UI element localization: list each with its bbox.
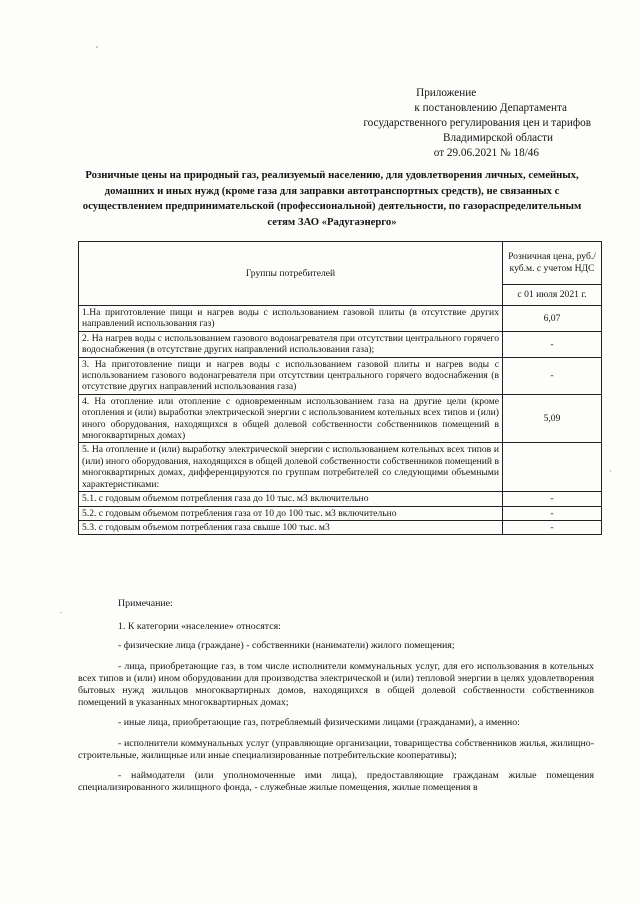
table-header-row <box>79 242 602 285</box>
row-group: 5.1. с годовым объемом потребления газа до 10 тыс. м3 включительно <box>79 492 503 506</box>
table-row <box>79 394 602 443</box>
row-value: - <box>503 520 602 534</box>
table-row <box>79 357 602 394</box>
row-group: 3. На приготовление пищи и нагрев воды с использованием газовой плиты и нагрев воды с использованием газового водонагревателя при отсутствии центрального горячего водоснабжения (в отсутствие других направлений использования газа) <box>79 357 503 394</box>
row-value: 5,09 <box>503 394 602 443</box>
notes-section <box>78 598 594 802</box>
scan-speck <box>60 612 62 613</box>
notes-heading: Примечание: <box>118 598 173 609</box>
header-consumer-groups: Группы потребителей <box>79 242 503 306</box>
table-row <box>79 520 602 534</box>
notes-paragraph: - исполнители коммунальных услуг (управляющие организации, товарищества собственников жилья, жилищно-строительные, жилищные или иные специализированные потребительские кооперативы); <box>78 737 594 761</box>
row-value <box>503 443 602 492</box>
appendix-line-1: Приложение <box>416 87 477 99</box>
appendix-line-3: государственного регулирования цен и тарифов <box>363 117 591 129</box>
row-group: 2. На нагрев воды с использованием газового водонагревателя при отсутствии центрального горячего водоснабжения (в отсутствие других направлений использования газа); <box>79 331 503 357</box>
table-row <box>79 506 602 520</box>
appendix-block <box>363 86 591 161</box>
table-row <box>79 492 602 506</box>
table-row <box>79 331 602 357</box>
document-title: Розничные цены на природный газ, реализуемый населению, для удовлетворения личных, семейных, домашних и иных нужд (кроме газа для заправки автотранспортных средств), не связанных с осуществлением предпринимательской (профессиональной) деятельности, по газораспределительным сетям ЗАО «Радугаэнерго» <box>82 169 582 228</box>
row-value: 6,07 <box>503 306 602 332</box>
row-value: - <box>503 357 602 394</box>
header-retail-price: Розничная цена, руб./куб.м. с учетом НДС <box>503 242 602 285</box>
row-group: 5.2. с годовым объемом потребления газа от 10 до 100 тыс. м3 включительно <box>79 506 503 520</box>
header-effective-date: с 01 июля 2021 г. <box>503 285 602 306</box>
table-row <box>79 306 602 332</box>
table-row <box>79 443 602 492</box>
notes-paragraph: - лица, приобретающие газ, в том числе исполнители коммунальных услуг, для его использования в котельных всех типов и (или) ином оборудовании для производства электрической и (или) тепловой энергии в целях удовлетворения бытовых нужд жильцов многоквартирных домов, находящихся в общей долевой собственности собственников помещений в указанных многоквартирных домах; <box>78 660 594 709</box>
row-group: 4. На отопление или отопление с одновременным использованием газа на другие цели (кроме отопления и (или) выработки электрической энергии с использованием котельных всех типов и (или) иного оборудования, находящихся в общей долевой собственности собственников помещений в многоквартирных домах) <box>79 394 503 443</box>
row-group: 5.3. с годовым объемом потребления газа свыше 100 тыс. м3 <box>79 520 503 534</box>
appendix-line-4: Владимирской области <box>443 132 553 144</box>
scan-speck <box>610 470 611 472</box>
notes-paragraph: 1. К категории «население» относятся: <box>118 621 281 633</box>
row-group: 5. На отопление и (или) выработку электрической энергии с использованием котельных всех типов и (или) иного оборудования, находящихся в общей долевой собственности собственников помещений в многоквартирных домах, дифференцируются по группам потребителей со следующими объемными характеристиками: <box>79 443 503 492</box>
notes-paragraph: - физические лица (граждане) - собственники (наниматели) жилого помещения; <box>118 640 455 652</box>
notes-paragraph: - наймодатели (или уполномоченные ими лица), предоставляющие гражданам жилые помещения специализированного жилищного фонда, - служебные жилые помещения, жилые помещения в <box>78 770 594 794</box>
row-value: - <box>503 331 602 357</box>
appendix-line-2: к постановлению Департамента <box>414 102 567 114</box>
appendix-line-5: от 29.06.2021 № 18/46 <box>433 147 539 159</box>
row-group: 1.На приготовление пищи и нагрев воды с использованием газовой плиты (в отсутствие других направлений использования газ) <box>79 306 503 332</box>
price-table <box>78 241 602 535</box>
row-value: - <box>503 492 602 506</box>
scan-speck <box>96 46 98 48</box>
row-value: - <box>503 506 602 520</box>
notes-paragraph: - иные лица, приобретающие газ, потребляемый физическими лицами (гражданами), а именно: <box>118 717 520 729</box>
